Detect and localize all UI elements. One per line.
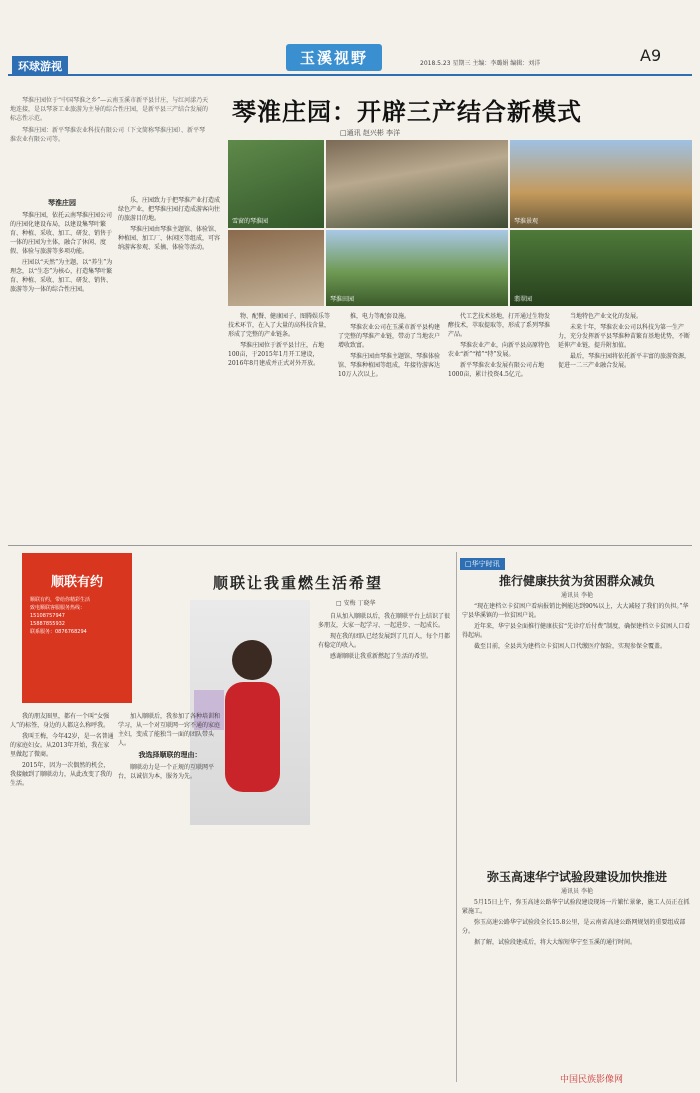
column-paragraph: 感谢顺联让我重新燃起了生活的希望。 xyxy=(330,653,433,660)
news-byline-1: 通讯员 李艳 xyxy=(561,592,593,599)
column-paragraph: 我的朋友圈里，都有一个叫“女强人”的标签，身边的人都这么称呼我。 xyxy=(10,713,110,729)
feature-byline: □ 安梅 丁晓华 xyxy=(336,600,376,607)
ad-title: 顺联有约 xyxy=(50,575,103,590)
section-divider xyxy=(8,545,692,546)
column-paragraph: 5月15日上午，弥玉高速公路华宁试验段建设现场一片繁忙景象，施工人员正在抓紧施工。 xyxy=(462,899,690,915)
column-paragraph: 琴淮农业产业，向新平县高原特色农业“新”“精”“特”发展。 xyxy=(448,342,551,358)
masthead: 玉溪视野 xyxy=(286,44,382,71)
column-subhead: 我选择顺联的理由： xyxy=(138,751,202,759)
feature-column xyxy=(118,712,222,1082)
news-body-1 xyxy=(462,602,692,854)
photo-caption: 雪窗的琴淮园 xyxy=(232,218,269,225)
column-paragraph: 代工艺技术基地，打开通过生物发酵技术，萃取提取等，形成了系列琴淮产品。 xyxy=(448,313,551,338)
issue-meta: 2018.5.23 星期三 主编：李璐娟 编辑：刘洋 xyxy=(420,60,541,67)
column-paragraph: 新平琴淮农业发展有限公司占地1000亩，累计投资4.5亿元。 xyxy=(448,362,545,378)
column-paragraph: 未来十年，琴淮农业公司以科技为第一生产力，充分发挥新平县琴淮种苗繁育基地优势，不断延伸产业链，提升附加值。 xyxy=(558,324,691,349)
column-rule xyxy=(456,552,457,1082)
ad-line: 联系服务：0876768294 xyxy=(30,629,87,635)
column-paragraph: 乐，庄园致力于把琴淮产业打造成绿色产业，把琴淮庄园打造成游客向往的旅游目的地。 xyxy=(118,197,221,222)
column-paragraph: 现在我的团队已经发展到了几百人，每个月都有稳定的收入。 xyxy=(318,633,451,649)
column-paragraph: 琴淮庄园位于新平县甘庄，占地100亩，于2015年1月开工建设，2016年8月建成并正式对外开放。 xyxy=(228,342,325,367)
page-header xyxy=(0,0,700,73)
intro-text xyxy=(10,96,210,147)
feature-column xyxy=(318,612,452,1082)
column-paragraph: 弥玉高速公路华宁试验段全长15.8公里，是云南省高速公路网规划的重要组成部分。 xyxy=(462,919,686,935)
news-headline-1: 推行健康扶贫为贫困群众减负 xyxy=(498,574,655,588)
section-tag: 环球游视 xyxy=(12,56,68,76)
column-paragraph: 当地特色产业文化的发展。 xyxy=(570,313,643,320)
column-paragraph: 推，电力等配套设施。 xyxy=(350,313,411,320)
photo-caption: 琴淮景观 xyxy=(514,218,539,225)
column-paragraph: 庄园以“天然”为主题，以“养生”为理念，以“生态”为核心，打造集琴叶繁育、种植、采收、加工、研发、销售、旅游等为一体的综合性庄园。 xyxy=(10,259,113,293)
main-column xyxy=(10,196,114,538)
photo-visitors xyxy=(228,230,324,306)
ad-line: 15108757947 xyxy=(30,613,65,619)
photo-tea-garden xyxy=(228,140,324,228)
feature-column xyxy=(10,712,114,1082)
ad-line: 致电顺联客服服务热线： xyxy=(30,605,86,611)
column-paragraph: 物、配餐、健康园子、图腾娱乐等技术环节，在入了大量的高科技含量，形成了完整的产业链条。 xyxy=(228,313,331,338)
column-paragraph: 顺联动力是一个正规的互联网平台，以诚信为本，服务为先。 xyxy=(118,764,215,780)
column-paragraph: 琴淮庄园，依托云南琴淮庄园公司的庄园化建设布局，以建设集琴叶繁育、种植、采收、加工、研发、销售于一体的庄园为主体，融合了休闲、度假、体验与旅游等多项功能。 xyxy=(10,212,113,255)
column-paragraph: 截至目前，全县共为建档立卡贫困人口代缴医疗保险，实现参保全覆盖。 xyxy=(474,643,667,650)
photo-caption: 翡翠园 xyxy=(514,296,533,303)
column-paragraph: 2015年，因为一次偶然的机会，我接触到了顺联动力，从此改变了我的生活。 xyxy=(10,762,113,787)
main-column xyxy=(558,312,692,538)
intro-paragraph: 琴淮庄园：新平琴淮农业科技有限公司（下文简称琴淮庄园）、新平琴淮农业有限公司等。 xyxy=(10,127,206,143)
column-paragraph: 近年来，华宁县全面推行健康扶贫“先诊疗后付费”制度，确保建档立卡贫困人口看得起病。 xyxy=(462,623,691,639)
news-headline-2: 弥玉高速华宁试验段建设加快推进 xyxy=(486,870,667,884)
column-paragraph: 自从加入顺联以后，我在顺联平台上结识了很多朋友，大家一起学习、一起进步、一起成长。 xyxy=(318,613,451,629)
column-paragraph: 琴淮农业公司在玉溪市新平县构建了完整的琴淮产业链，带动了当地农户增收致富。 xyxy=(338,324,441,349)
news-byline-2: 通讯员 李艳 xyxy=(561,888,593,895)
column-paragraph: 最后，琴淮庄园将依托新平丰富的旅游资源，促进一二三产业融合发展。 xyxy=(558,353,691,369)
photo-plants xyxy=(510,230,692,306)
feature-headline: 顺联让我重燃生活希望 xyxy=(213,574,384,592)
ad-line: 顺联有约，带给你精彩生活 xyxy=(30,597,91,603)
ad-line: 15887855932 xyxy=(30,621,65,627)
photo-caption: 琴淮田园 xyxy=(330,296,355,303)
column-paragraph: 加入顺联后，我参加了各种培训和学习，从一个对互联网一窍不通的家庭主妇，变成了能独当一面的团队带头人。 xyxy=(118,713,221,747)
main-headline: 琴淮庄园：开辟三产结合新模式 xyxy=(232,98,582,126)
photo-field xyxy=(326,230,508,306)
main-column xyxy=(228,312,332,538)
column-subhead: 琴淮庄园 xyxy=(48,199,76,207)
photo-processing xyxy=(326,140,508,228)
main-column xyxy=(448,312,552,538)
column-paragraph: 据了解，试验段建成后，将大大缩短华宁至玉溪的通行时间。 xyxy=(474,939,637,946)
watermark: 中国民族影像网 xyxy=(560,1075,624,1085)
news-body-2 xyxy=(462,898,692,1068)
news-section-tag: □华宁时讯 xyxy=(460,558,505,570)
column-paragraph: 我叫王梅，今年42岁，是一名普通的家庭妇女。从2013年开始，我在家里做起了微商。 xyxy=(10,733,114,758)
page-number: A9 xyxy=(640,46,662,65)
main-column xyxy=(118,196,222,538)
main-byline: □通讯 赵兴彬 李洋 xyxy=(340,129,401,137)
header-rule xyxy=(8,74,692,76)
ad-lines xyxy=(22,590,132,636)
column-paragraph: 琴淮庄园由琴淮主题馆、琴淮体验馆、琴淮种植园等组成，年接待游客达10万人次以上。 xyxy=(338,353,441,378)
intro-paragraph: 琴淮庄园位于“中国琴淮之乡”—云南玉溪市新平县甘庄，与红河漾乃天地连接，是以琴茶工业旅游为主导的综合性庄园，是新平县三产结合发展的标志性示范。 xyxy=(10,97,209,122)
column-paragraph: “现在建档立卡贫困户看病报销比例能达到90%以上，大大减轻了我们的负担。”华宁县华溪镇的一位贫困户说。 xyxy=(462,603,689,619)
main-column xyxy=(338,312,442,538)
contact-ad-box xyxy=(22,553,132,703)
column-paragraph: 琴淮庄园由琴淮主题馆、体验馆、种植园、加工厂、休闲区等组成，可容纳游客参观、采摘、体验等活动。 xyxy=(118,226,221,251)
photo-building xyxy=(510,140,692,228)
